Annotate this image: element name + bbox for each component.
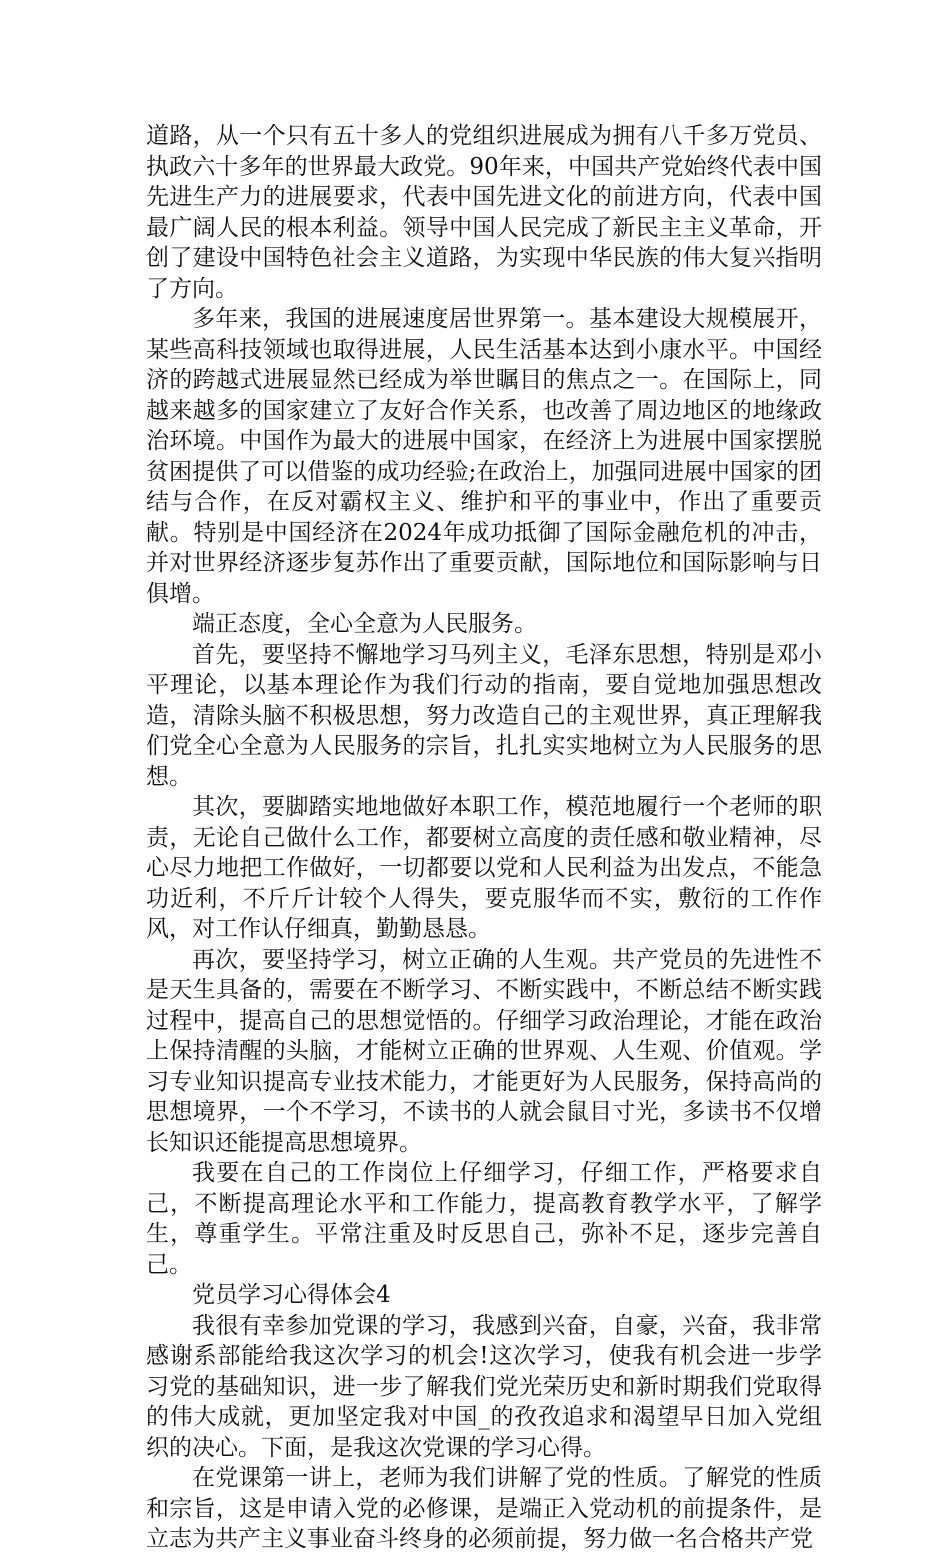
paragraph-7: 我要在自己的工作岗位上仔细学习，仔细工作，严格要求自己，不断提高理论水平和工作能力，提高教育教学水平，了解学生，尊重学生。平常注重及时反思自己，弥补不足，逐步完善自己。 — [146, 1160, 822, 1278]
paragraph-9: 在党课第一讲上，老师为我们讲解了党的性质。了解党的性质和宗旨，这是申请入党的必修课，是端正入党动机的前提条件，是立志为共产主义事业奋斗终身的必须前提，努力做一名合格共产党 — [146, 1465, 822, 1552]
paragraph-2: 多年来，我国的进展速度居世界第一。基本建设大规模展开，某些高科技领域也取得进展，人民生活基本达到小康水平。中国经济的跨越式进展显然已经成为举世瞩目的焦点之一。在国际上，同越来越多的国家建立了友好合作关系，也改善了周边地区的地缘政治环境。中国作为最大的进展中国家，在经济上为进展中国家摆脱贫困提供了可以借鉴的成功经验;在政治上，加强同进展中国家的团结与合作，在反对霸权主义、维护和平的事业中，作出了重要贡献。特别是中国经济在2024年成功抵御了国际金融危机的冲击，并对世界经济逐步复苏作出了重要贡献，国际地位和国际影响与日俱增。 — [146, 306, 822, 607]
paragraph-1: 道路，从一个只有五十多人的党组织进展成为拥有八千多万党员、执政六十多年的世界最大政党。90年来，中国共产党始终代表中国先进生产力的进展要求，代表中国先进文化的前进方向，代表中国最广阔人民的根本利益。领导中国人民完成了新民主主义革命，开创了建设中国特色社会主义道路，为实现中华民族的伟大复兴指明了方向。 — [146, 123, 822, 302]
paragraph-8: 我很有幸参加党课的学习，我感到兴奋，自豪，兴奋，我非常感谢系部能给我这次学习的机会!这次学习，使我有机会进一步学习党的基础知识，进一步了解我们党光荣历史和新时期我们党取得的伟大成就，更加坚定我对中国_的孜孜追求和渴望早日加入党组织的决心。下面，是我这次党课的学习心得。 — [146, 1312, 822, 1461]
paragraph-6: 再次，要坚持学习，树立正确的人生观。共产党员的先进性不是天生具备的，需要在不断学习、不断实践中，不断总结不断实践过程中，提高自己的思想觉悟的。仔细学习政治理论，才能在政治上保持清醒的头脑，才能树立正确的世界观、人生观、价值观。学习专业知识提高专业技术能力，才能更好为人民服务，保持高尚的思想境界，一个不学习，不读书的人就会鼠目寸光，多读书不仅增长知识还能提高思想境界。 — [146, 946, 822, 1156]
paragraph-3: 端正态度，全心全意为人民服务。 — [192, 611, 537, 637]
section-heading: 党员学习心得体会4 — [192, 1282, 391, 1308]
paragraph-4: 首先，要坚持不懈地学习马列主义，毛泽东思想，特别是邓小平理论，以基本理论作为我们行动的指南，要自觉地加强思想改造，清除头脑不积极思想，努力改造自己的主观世界，真正理解我们党全心全意为人民服务的宗旨，扎扎实实地树立为人民服务的思想。 — [146, 641, 822, 790]
paragraph-5: 其次，要脚踏实地地做好本职工作，模范地履行一个老师的职责，无论自己做什么工作，都要树立高度的责任感和敬业精神，尽心尽力地把工作做好，一切都要以党和人民利益为出发点，不能急功近利，不斤斤计较个人得失，要克服华而不实，敷衍的工作作风，对工作认仔细真，勤勤恳恳。 — [146, 794, 822, 942]
document-body — [146, 121, 822, 1555]
